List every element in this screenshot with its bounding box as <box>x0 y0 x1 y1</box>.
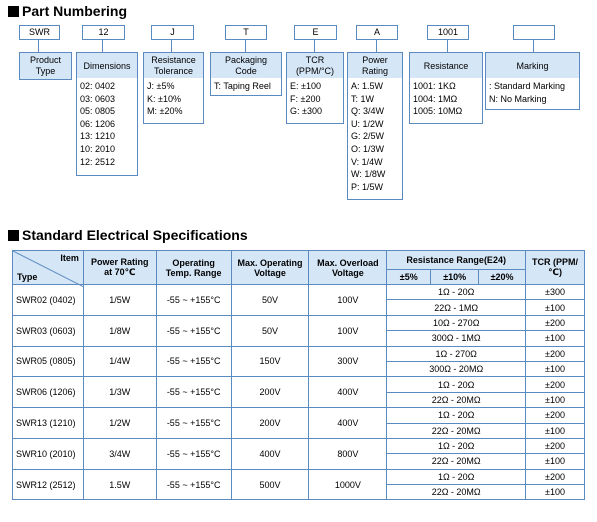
code-box-resistance: 1001 <box>427 25 469 40</box>
header-item-type <box>13 251 84 285</box>
connector-line <box>245 40 246 52</box>
header-type: Type <box>17 272 38 282</box>
list-item: G: 2/5W <box>351 131 385 142</box>
cell-resistance-range: 10Ω - 270Ω <box>387 315 526 330</box>
cell-max-overload-voltage: 1000V <box>309 469 387 500</box>
cell-tcr: ±200 <box>526 315 585 330</box>
part-numbering-title: Part Numbering <box>22 3 128 19</box>
cell-temp-range: -55 ~ +155°C <box>156 469 231 500</box>
list-item: Q: 3/4W <box>351 106 385 117</box>
part-numbering-heading <box>8 3 127 19</box>
list-item: 10: 2010 <box>80 143 116 154</box>
label-resistance: Resistance <box>409 52 483 80</box>
cell-max-operating-voltage: 400V <box>231 438 309 469</box>
label-tcr: TCR (PPM/°C) <box>286 52 344 80</box>
code-box-packaging: T <box>225 25 267 40</box>
cell-tcr: ±200 <box>526 438 585 453</box>
cell-resistance-range: 300Ω - 20MΩ <box>387 361 526 376</box>
list-resistance <box>409 78 483 124</box>
header-tol-20: ±20% <box>479 270 526 285</box>
cell-type: SWR06 (1206) <box>13 377 84 408</box>
cell-type: SWR13 (1210) <box>13 408 84 439</box>
list-item: : Standard Marking <box>489 81 566 91</box>
cell-type: SWR10 (2010) <box>13 438 84 469</box>
list-item: K: ±10% <box>147 93 181 104</box>
list-power-rating <box>347 78 403 200</box>
cell-max-overload-voltage: 300V <box>309 346 387 377</box>
header-tol-5: ±5% <box>387 270 431 285</box>
cell-max-overload-voltage: 400V <box>309 408 387 439</box>
table-row <box>13 469 585 484</box>
list-item: 1001: 1KΩ <box>413 81 456 91</box>
table-row <box>13 285 585 300</box>
cell-max-overload-voltage: 100V <box>309 315 387 346</box>
specs-table-body <box>13 285 585 500</box>
cell-power-rating: 1/3W <box>83 377 156 408</box>
cell-power-rating: 1.5W <box>83 469 156 500</box>
list-item: 05: 0805 <box>80 106 116 117</box>
specs-title: Standard Electrical Specifications <box>22 227 248 243</box>
cell-max-overload-voltage: 400V <box>309 377 387 408</box>
cell-power-rating: 3/4W <box>83 438 156 469</box>
cell-resistance-range: 1Ω - 20Ω <box>387 408 526 423</box>
list-dimensions <box>76 78 138 176</box>
list-item: 13: 1210 <box>80 131 116 142</box>
connector-line <box>171 40 172 52</box>
list-item: 1004: 1MΩ <box>413 93 458 104</box>
cell-type: SWR02 (0402) <box>13 285 84 316</box>
cell-tcr: ±100 <box>526 331 585 346</box>
cell-max-operating-voltage: 500V <box>231 469 309 500</box>
cell-tcr: ±100 <box>526 485 585 500</box>
cell-tcr: ±200 <box>526 469 585 484</box>
cell-resistance-range: 22Ω - 20MΩ <box>387 423 526 438</box>
list-item: O: 1/3W <box>351 143 385 154</box>
cell-resistance-range: 1Ω - 20Ω <box>387 377 526 392</box>
cell-resistance-range: 22Ω - 1MΩ <box>387 300 526 315</box>
cell-tcr: ±300 <box>526 285 585 300</box>
cell-max-operating-voltage: 150V <box>231 346 309 377</box>
list-item: E: ±100 <box>290 81 321 91</box>
connector-line <box>447 40 448 52</box>
list-packaging <box>210 78 282 96</box>
list-item: F: ±200 <box>290 93 321 104</box>
table-row <box>13 315 585 330</box>
cell-temp-range: -55 ~ +155°C <box>156 438 231 469</box>
cell-temp-range: -55 ~ +155°C <box>156 285 231 316</box>
list-item: 1005: 10MΩ <box>413 106 463 117</box>
code-box-tcr: E <box>294 25 337 40</box>
label-resistance-tolerance: Resistance Tolerance <box>143 52 204 80</box>
list-item: A: 1.5W <box>351 81 384 91</box>
cell-resistance-range: 22Ω - 20MΩ <box>387 454 526 469</box>
cell-temp-range: -55 ~ +155°C <box>156 408 231 439</box>
connector-line <box>38 40 39 52</box>
cell-resistance-range: 300Ω - 1MΩ <box>387 331 526 346</box>
cell-tcr: ±100 <box>526 392 585 407</box>
list-item: M: ±20% <box>147 106 183 117</box>
specs-table <box>12 250 585 500</box>
list-tolerance <box>143 78 204 124</box>
list-item: W: 1/8W <box>351 169 386 180</box>
header-temp-range: Operating Temp. Range <box>156 251 231 285</box>
cell-resistance-range: 22Ω - 20MΩ <box>387 485 526 500</box>
bullet-square-icon <box>8 230 19 241</box>
list-item: N: No Marking <box>489 93 547 104</box>
list-item: P: 1/5W <box>351 181 384 192</box>
cell-power-rating: 1/5W <box>83 285 156 316</box>
cell-resistance-range: 22Ω - 20MΩ <box>387 392 526 407</box>
cell-max-overload-voltage: 800V <box>309 438 387 469</box>
list-item: J: ±5% <box>147 81 175 91</box>
code-box-product: SWR <box>19 25 60 40</box>
label-packaging-code: Packaging Code <box>210 52 282 80</box>
cell-tcr: ±100 <box>526 361 585 376</box>
cell-max-operating-voltage: 200V <box>231 377 309 408</box>
label-marking: Marking <box>485 52 580 80</box>
header-item: Item <box>60 253 79 263</box>
cell-type: SWR05 (0805) <box>13 346 84 377</box>
code-box-marking <box>513 25 555 40</box>
list-item: T: 1W <box>351 93 375 104</box>
specs-heading <box>8 227 248 243</box>
cell-resistance-range: 1Ω - 20Ω <box>387 285 526 300</box>
connector-line <box>376 40 377 52</box>
cell-resistance-range: 1Ω - 270Ω <box>387 346 526 361</box>
cell-type: SWR03 (0603) <box>13 315 84 346</box>
cell-power-rating: 1/8W <box>83 315 156 346</box>
bullet-square-icon <box>8 6 19 17</box>
label-dimensions: Dimensions <box>76 52 138 80</box>
cell-type: SWR12 (2512) <box>13 469 84 500</box>
label-power-rating: Power Rating <box>347 52 403 80</box>
header-tol-10: ±10% <box>431 270 479 285</box>
header-max-overload-voltage: Max. Overload Voltage <box>309 251 387 285</box>
cell-resistance-range: 1Ω - 20Ω <box>387 438 526 453</box>
header-tcr: TCR (PPM/℃) <box>526 251 585 285</box>
list-item: 12: 2512 <box>80 156 116 167</box>
table-row <box>13 408 585 423</box>
cell-tcr: ±200 <box>526 346 585 361</box>
header-resistance-range: Resistance Range(E24) <box>387 251 526 270</box>
connector-line <box>314 40 315 52</box>
connector-line <box>533 40 534 52</box>
code-box-tolerance: J <box>151 25 194 40</box>
table-row <box>13 438 585 453</box>
cell-temp-range: -55 ~ +155°C <box>156 346 231 377</box>
header-max-operating-voltage: Max. Operating Voltage <box>231 251 309 285</box>
cell-power-rating: 1/4W <box>83 346 156 377</box>
list-item: 02: 0402 <box>80 81 116 91</box>
cell-tcr: ±200 <box>526 408 585 423</box>
cell-tcr: ±100 <box>526 454 585 469</box>
table-row <box>13 346 585 361</box>
cell-max-operating-voltage: 50V <box>231 285 309 316</box>
list-item: 06: 1206 <box>80 118 116 129</box>
list-tcr <box>286 78 344 124</box>
label-product-type: Product Type <box>19 52 72 80</box>
cell-power-rating: 1/2W <box>83 408 156 439</box>
cell-max-operating-voltage: 50V <box>231 315 309 346</box>
list-item: V: 1/4W <box>351 156 383 167</box>
code-box-dimensions: 12 <box>82 25 125 40</box>
header-power-rating: Power Rating at 70℃ <box>83 251 156 285</box>
cell-tcr: ±200 <box>526 377 585 392</box>
connector-line <box>102 40 103 52</box>
code-box-power: A <box>356 25 398 40</box>
list-item: 03: 0603 <box>80 93 116 104</box>
table-row <box>13 377 585 392</box>
cell-resistance-range: 1Ω - 20Ω <box>387 469 526 484</box>
list-item: G: ±300 <box>290 106 322 117</box>
list-marking <box>485 78 580 110</box>
cell-tcr: ±100 <box>526 300 585 315</box>
cell-max-overload-voltage: 100V <box>309 285 387 316</box>
list-item: T: Taping Reel <box>214 81 271 91</box>
cell-temp-range: -55 ~ +155°C <box>156 377 231 408</box>
cell-temp-range: -55 ~ +155°C <box>156 315 231 346</box>
cell-tcr: ±100 <box>526 423 585 438</box>
list-item: U: 1/2W <box>351 118 384 129</box>
cell-max-operating-voltage: 200V <box>231 408 309 439</box>
